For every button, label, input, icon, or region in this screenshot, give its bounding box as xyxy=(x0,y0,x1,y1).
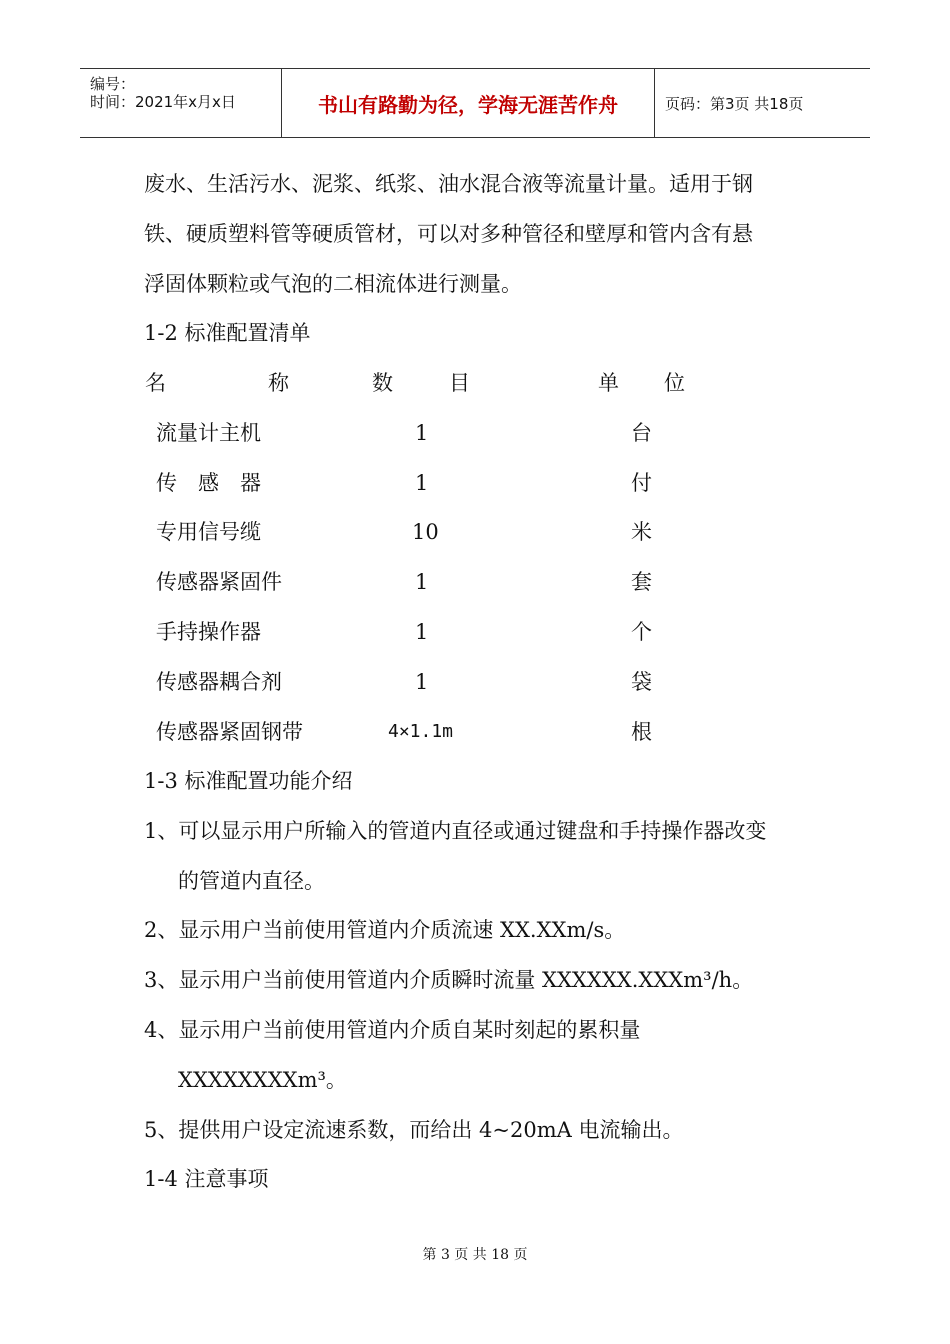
item-qty: 1 xyxy=(415,620,429,644)
header-meta xyxy=(80,69,280,137)
header-page-info: 页码：第3页 共18页 xyxy=(665,94,804,113)
item-unit: 台 xyxy=(631,421,652,445)
item-unit: 米 xyxy=(631,520,652,544)
item-name: 传感器紧固件 xyxy=(156,570,282,594)
table-header-cell: 单 xyxy=(598,371,619,395)
section-1-3-heading: 1-3 标准配置功能介绍 xyxy=(144,769,353,793)
header-divider xyxy=(654,69,655,137)
section-1-4-heading: 1-4 注意事项 xyxy=(144,1167,269,1191)
section-1-2-heading: 1-2 标准配置清单 xyxy=(144,321,311,345)
item-name: 传感器耦合剂 xyxy=(156,670,282,694)
header-table xyxy=(80,68,870,138)
item-qty: 1 xyxy=(415,471,429,495)
header-motto: 书山有路勤为径，学海无涯苦作舟 xyxy=(318,92,618,117)
function-item-1: 1、可以显示用户所输入的管道内直径或通过键盘和手持操作器改变 xyxy=(144,819,767,843)
item-qty: 1 xyxy=(415,670,429,694)
item-unit: 套 xyxy=(631,570,652,594)
number-label: 编号： xyxy=(90,75,136,93)
table-header-cell: 称 xyxy=(268,371,289,395)
table-header-cell: 位 xyxy=(664,371,685,395)
table-header-cell: 名 xyxy=(145,371,166,395)
item-name: 手持操作器 xyxy=(156,620,261,644)
intro-line-2: 铁、硬质塑料管等硬质管材，可以对多种管径和壁厚和管内含有悬 xyxy=(144,222,753,246)
page-footer: 第 3 页 共 18 页 xyxy=(422,1247,528,1263)
item-qty: 4×1.1m xyxy=(388,721,454,742)
intro-line-3: 浮固体颗粒或气泡的二相流体进行测量。 xyxy=(144,272,522,296)
item-name: 专用信号缆 xyxy=(156,520,261,544)
function-item-2: 2、显示用户当前使用管道内介质流速 XX.XXm/s。 xyxy=(144,918,626,942)
item-name: 传感器紧固钢带 xyxy=(156,720,303,744)
function-item-1-cont: 的管道内直径。 xyxy=(178,869,325,893)
item-qty: 1 xyxy=(415,570,429,594)
item-unit: 根 xyxy=(631,720,652,744)
function-item-4: 4、显示用户当前使用管道内介质自某时刻起的累积量 xyxy=(144,1018,641,1042)
item-unit: 付 xyxy=(631,471,652,495)
table-header-cell: 数 xyxy=(372,371,393,395)
function-item-5: 5、提供用户设定流速系数，而给出 4~20mA 电流输出。 xyxy=(144,1118,684,1142)
table-header-cell: 目 xyxy=(449,371,470,395)
item-qty: 1 xyxy=(415,421,429,445)
item-name: 流量计主机 xyxy=(156,421,261,445)
function-item-3: 3、显示用户当前使用管道内介质瞬时流量 XXXXXX.XXXm³/h。 xyxy=(144,968,754,992)
time-label: 时间：2021年x月x日 xyxy=(90,93,236,111)
item-name: 传 感 器 xyxy=(156,471,261,495)
item-unit: 个 xyxy=(631,620,652,644)
item-qty: 10 xyxy=(412,520,439,544)
item-unit: 袋 xyxy=(631,670,652,694)
function-item-4-cont: XXXXXXXXm³。 xyxy=(178,1068,347,1092)
intro-line-1: 废水、生活污水、泥浆、纸浆、油水混合液等流量计量。适用于钢 xyxy=(144,172,753,196)
